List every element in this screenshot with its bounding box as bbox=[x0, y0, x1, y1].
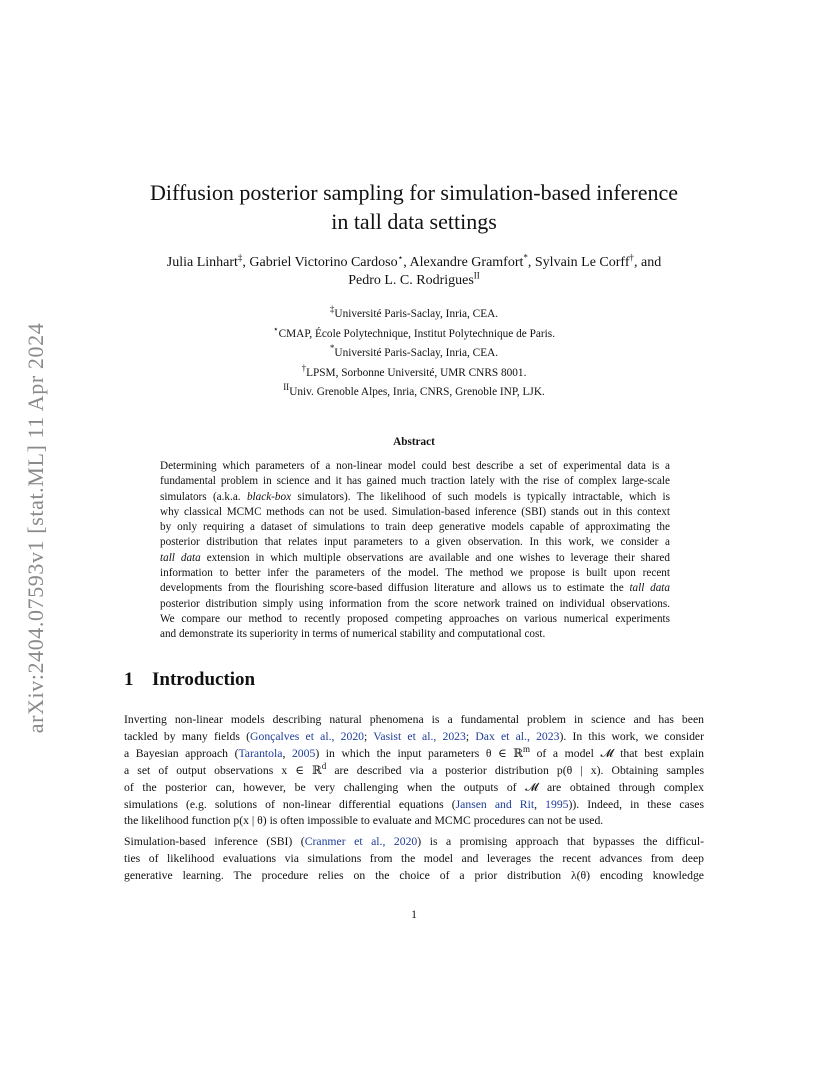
author-name: , Alexandre Gramfort bbox=[403, 255, 524, 270]
body-line: generative learning. The procedure relies on the choice of a prior distribution λ(θ) encoding knowledge bbox=[124, 868, 704, 882]
section-heading bbox=[124, 669, 255, 691]
author-name: Julia Linhart bbox=[166, 255, 238, 270]
author-line-1 bbox=[100, 254, 728, 272]
intro-paragraph-1 bbox=[124, 712, 704, 830]
affiliation-item bbox=[100, 305, 728, 325]
abstract-line: by only requiring a dataset of simulations to train deep generative models capable of approximating the bbox=[160, 521, 670, 534]
body-line bbox=[124, 834, 704, 851]
abstract-line: posterior distribution simply using information from the score network trained on individual observations. bbox=[160, 597, 670, 610]
affiliation-text: Université Paris-Saclay, Inria, CEA. bbox=[334, 347, 499, 360]
affil-mark: ⋆ bbox=[397, 252, 404, 263]
text-run: tackled by many fields ( bbox=[124, 729, 251, 743]
text-run: , bbox=[534, 797, 546, 811]
math-symbol: 𝓜 bbox=[525, 780, 539, 794]
text-run: )). Indeed, in these cases bbox=[568, 797, 705, 811]
text-run: ) is a promising approach that bypasses the difficul- bbox=[417, 835, 705, 848]
affil-mark: II bbox=[283, 382, 290, 393]
body-line: Inverting non-linear models describing natural phenomena is a fundamental problem in science and has been bbox=[124, 713, 704, 726]
body-line bbox=[124, 729, 704, 746]
text-run: simulators). The likelihood of such models is typically intractable, which is bbox=[291, 490, 670, 503]
affiliation-item bbox=[100, 325, 728, 345]
abstract-line: why classical MCMC methods can not be used. Simulation-based inference (SBI) stands out in this context bbox=[160, 505, 670, 518]
text-run: that best explain bbox=[613, 746, 705, 760]
affiliation-item bbox=[100, 383, 728, 403]
math-superscript: m bbox=[523, 743, 531, 754]
author-name: , Sylvain Le Corff bbox=[527, 255, 630, 270]
affiliation-text: Univ. Grenoble Alpes, Inria, CNRS, Grenoble INP, LJK. bbox=[289, 386, 545, 399]
abstract-line: We compare our method to recently proposed competing approaches on various numerical experiments bbox=[160, 612, 670, 625]
text-run: a set of output observations x ∈ ℝ bbox=[124, 763, 322, 777]
citation-link[interactable]: Tarantola bbox=[238, 746, 283, 760]
abstract-line: posterior distribution that relates input parameters to a given observation. In this work, we consider a bbox=[160, 536, 670, 549]
title-line-2: in tall data settings bbox=[331, 209, 497, 234]
abstract-line: and demonstrate its superiority in terms of numerical stability and computational cost. bbox=[160, 628, 546, 641]
affiliation-list bbox=[100, 305, 728, 403]
text-run: developments from the flourishing score-based diffusion literature and allows us to estimate the bbox=[160, 582, 630, 595]
body-line bbox=[124, 760, 705, 780]
abstract-body bbox=[160, 459, 670, 643]
abstract-line bbox=[160, 581, 670, 596]
body-line: the likelihood function p(x | θ) is often impossible to evaluate and MCMC procedures can not be used. bbox=[124, 814, 604, 828]
text-run: ; bbox=[465, 729, 476, 743]
affil-mark: † bbox=[301, 363, 307, 374]
text-run: of a model bbox=[530, 746, 601, 760]
body-line bbox=[124, 743, 705, 763]
text-run: extension in which multiple observations are available and one wishes to leverage their shared bbox=[200, 551, 670, 564]
math-symbol: 𝓜 bbox=[600, 746, 614, 760]
abstract-heading: Abstract bbox=[393, 436, 435, 448]
abstract-line bbox=[160, 490, 670, 505]
author-line-2 bbox=[100, 272, 728, 290]
affil-mark: ⋆ bbox=[272, 323, 279, 334]
text-run: , bbox=[282, 746, 292, 760]
abstract-line bbox=[160, 551, 670, 566]
arxiv-id-text: arXiv:2404.07593v1 [stat.ML] 11 Apr 2024 bbox=[23, 322, 48, 734]
section-number: 1 bbox=[124, 669, 134, 690]
intro-paragraph-2 bbox=[124, 834, 704, 885]
text-run: ). In this work, we consider bbox=[559, 729, 705, 743]
citation-link[interactable]: Dax et al., 2023 bbox=[475, 729, 560, 743]
text-run: are described via a posterior distribution p(θ | x). Obtaining samples bbox=[326, 763, 705, 777]
abstract-line: information to better infer the parameters of the model. The method we propose is built upon recent bbox=[160, 567, 670, 580]
affiliation-item bbox=[100, 364, 728, 384]
citation-link[interactable]: 1995 bbox=[545, 797, 569, 811]
affil-mark: * bbox=[523, 252, 528, 263]
emphasis: black-box bbox=[246, 490, 292, 503]
text-run: simulations (e.g. solutions of non-linear differential equations ( bbox=[124, 797, 456, 811]
citation-link[interactable]: Cranmer et al., 2020 bbox=[304, 835, 418, 848]
text-run: simulators (a.k.a. bbox=[160, 490, 247, 503]
affiliation-text: CMAP, École Polytechnique, Institut Polytechnique de Paris. bbox=[278, 327, 556, 340]
arxiv-identifier-stamp bbox=[16, 283, 56, 773]
text-run: Simulation-based inference (SBI) ( bbox=[124, 835, 305, 848]
author-name: , Gabriel Victorino Cardoso bbox=[242, 255, 398, 270]
affiliation-text: Université Paris-Saclay, Inria, CEA. bbox=[334, 308, 499, 320]
affiliation-text: LPSM, Sorbonne Université, UMR CNRS 8001. bbox=[306, 366, 527, 379]
abstract-line: fundamental problem in science and it has gained much traction lately with the rise of complex large-scale bbox=[160, 475, 670, 488]
text-run: of the posterior can, however, be very challenging when the outputs of bbox=[124, 780, 526, 794]
affil-mark: † bbox=[629, 252, 635, 263]
text-run: ) in which the input parameters θ ∈ ℝ bbox=[315, 746, 523, 760]
affil-mark: II bbox=[473, 270, 480, 281]
body-line bbox=[124, 797, 704, 814]
text-run: ; bbox=[364, 729, 374, 743]
emphasis: tall data bbox=[160, 551, 201, 564]
citation-link[interactable]: Jansen and Rit bbox=[455, 797, 535, 811]
text-run: a Bayesian approach ( bbox=[124, 746, 239, 760]
author-list bbox=[100, 254, 728, 290]
affil-mark: ‡ bbox=[237, 252, 243, 263]
citation-link[interactable]: Gonçalves et al., 2020 bbox=[250, 729, 365, 743]
body-line: ties of likelihood evaluations via simulations from the model and leverages the recent advances from deep bbox=[124, 851, 704, 865]
citation-link[interactable]: Vasist et al., 2023 bbox=[373, 729, 466, 743]
author-name: Pedro L. C. Rodrigues bbox=[348, 273, 474, 288]
paper-title bbox=[100, 178, 728, 236]
author-conjunction: , and bbox=[634, 255, 662, 270]
affil-mark: * bbox=[329, 343, 335, 354]
abstract-line: Determining which parameters of a non-linear model could best describe a set of experimental data is a bbox=[160, 460, 670, 472]
title-line-1: Diffusion posterior sampling for simulation-based inference bbox=[149, 180, 679, 205]
math-superscript: d bbox=[321, 760, 327, 771]
citation-link[interactable]: 2005 bbox=[291, 746, 316, 760]
body-line bbox=[124, 780, 704, 797]
affil-mark: ‡ bbox=[329, 304, 335, 315]
section-title: Introduction bbox=[152, 669, 256, 690]
emphasis: tall data bbox=[629, 582, 670, 595]
affiliation-item bbox=[100, 344, 728, 364]
page-number: 1 bbox=[411, 908, 417, 921]
text-run: are obtained through complex bbox=[538, 780, 704, 794]
